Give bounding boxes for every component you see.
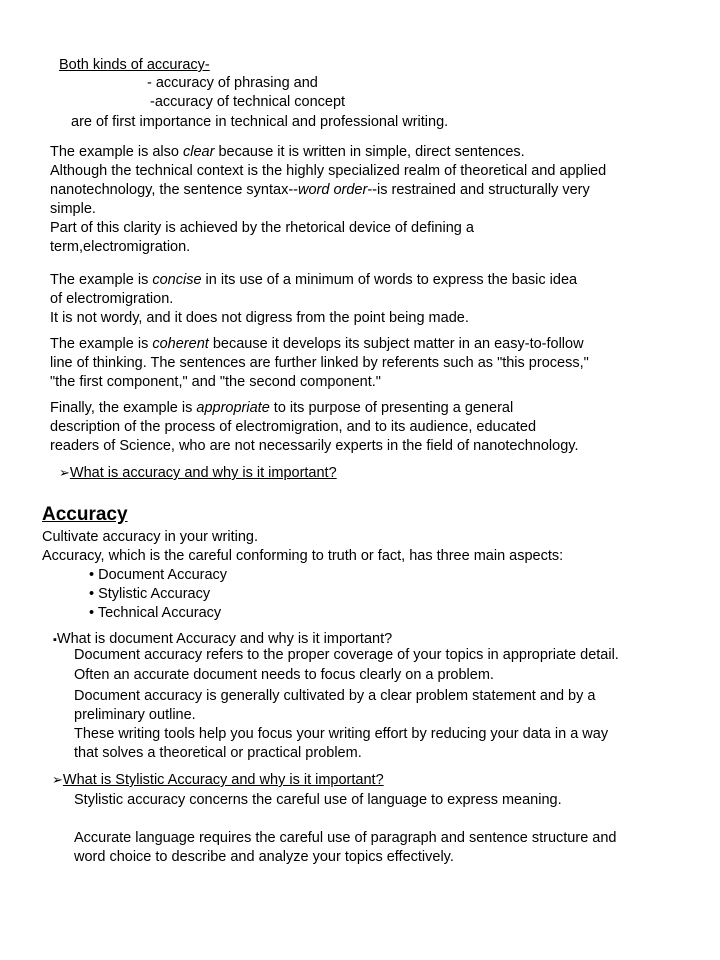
accuracy-line-1: Cultivate accuracy in your writing. bbox=[42, 529, 258, 545]
document-line-5: These writing tools help you focus your writing effort by reducing your data in a way bbox=[74, 726, 609, 742]
concise-line-3: It is not wordy, and it does not digress from the point being made. bbox=[50, 310, 469, 326]
arrow-bullet-icon: ➢ bbox=[52, 772, 63, 787]
bullet-stylistic-accuracy: • Stylistic Accuracy bbox=[89, 586, 211, 602]
intro-item-phrasing: - accuracy of phrasing and bbox=[147, 75, 318, 91]
clear-line-1: The example is also clear because it is written in simple, direct sentences. bbox=[50, 144, 525, 160]
concise-line-1: The example is concise in its use of a minimum of words to express the basic idea bbox=[50, 272, 578, 288]
document-line-6: that solves a theoretical or practical problem. bbox=[74, 745, 362, 761]
accuracy-question-link[interactable] bbox=[59, 463, 337, 483]
concise-line-2: of electromigration. bbox=[50, 291, 174, 307]
accuracy-title: Accuracy bbox=[42, 504, 128, 525]
document-line-1: Document accuracy refers to the proper coverage of your topics in appropriate detail. bbox=[74, 647, 619, 663]
coherent-line-3: "the first component," and "the second component." bbox=[50, 374, 381, 390]
intro-heading: Both kinds of accuracy- bbox=[59, 57, 210, 73]
clear-line-2: Although the technical context is the highly specialized realm of theoretical and applied bbox=[50, 163, 607, 179]
clear-line-3: nanotechnology, the sentence syntax--word order--is restrained and structurally very bbox=[50, 182, 590, 198]
coherent-line-2: line of thinking. The sentences are further linked by referents such as "this process," bbox=[50, 355, 589, 371]
document-line-3: Document accuracy is generally cultivated by a clear problem statement and by a bbox=[74, 688, 596, 704]
clear-line-4: simple. bbox=[50, 201, 96, 217]
bullet-document-accuracy: • Document Accuracy bbox=[89, 567, 228, 583]
arrow-bullet-icon: ➢ bbox=[59, 465, 70, 480]
clear-line-6: term,electromigration. bbox=[50, 239, 191, 255]
document-question: ▪What is document Accuracy and why is it important? bbox=[53, 631, 393, 647]
stylistic-question-label[interactable]: What is Stylistic Accuracy and why is it important? bbox=[62, 772, 384, 788]
stylistic-question-link[interactable] bbox=[52, 770, 384, 790]
clear-line-5: Part of this clarity is achieved by the rhetorical device of defining a bbox=[50, 220, 474, 236]
intro-item-concept: -accuracy of technical concept bbox=[150, 94, 346, 110]
accuracy-line-2: Accuracy, which is the careful conforming to truth or fact, has three main aspects: bbox=[42, 548, 564, 564]
stylistic-line-1: Stylistic accuracy concerns the careful use of language to express meaning. bbox=[74, 792, 562, 808]
document-line-4: preliminary outline. bbox=[74, 707, 196, 723]
accuracy-question-label[interactable]: What is accuracy and why is it important? bbox=[69, 465, 337, 481]
document-line-2: Often an accurate document needs to focus clearly on a problem. bbox=[74, 667, 494, 683]
appropriate-line-3: readers of Science, who are not necessarily experts in the field of nanotechnology. bbox=[50, 438, 579, 454]
stylistic-line-3: word choice to describe and analyze your topics effectively. bbox=[74, 849, 454, 865]
coherent-line-1: The example is coherent because it develops its subject matter in an easy-to-follow bbox=[50, 336, 584, 352]
square-bullet-icon: ▪ bbox=[53, 634, 57, 646]
bullet-technical-accuracy: • Technical Accuracy bbox=[89, 605, 222, 621]
appropriate-line-2: description of the process of electromigration, and to its audience, educated bbox=[50, 419, 537, 435]
stylistic-line-2: Accurate language requires the careful use of paragraph and sentence structure and bbox=[74, 830, 617, 846]
appropriate-line-1: Finally, the example is appropriate to its purpose of presenting a general bbox=[50, 400, 514, 416]
intro-closing: are of first importance in technical and professional writing. bbox=[71, 114, 449, 130]
